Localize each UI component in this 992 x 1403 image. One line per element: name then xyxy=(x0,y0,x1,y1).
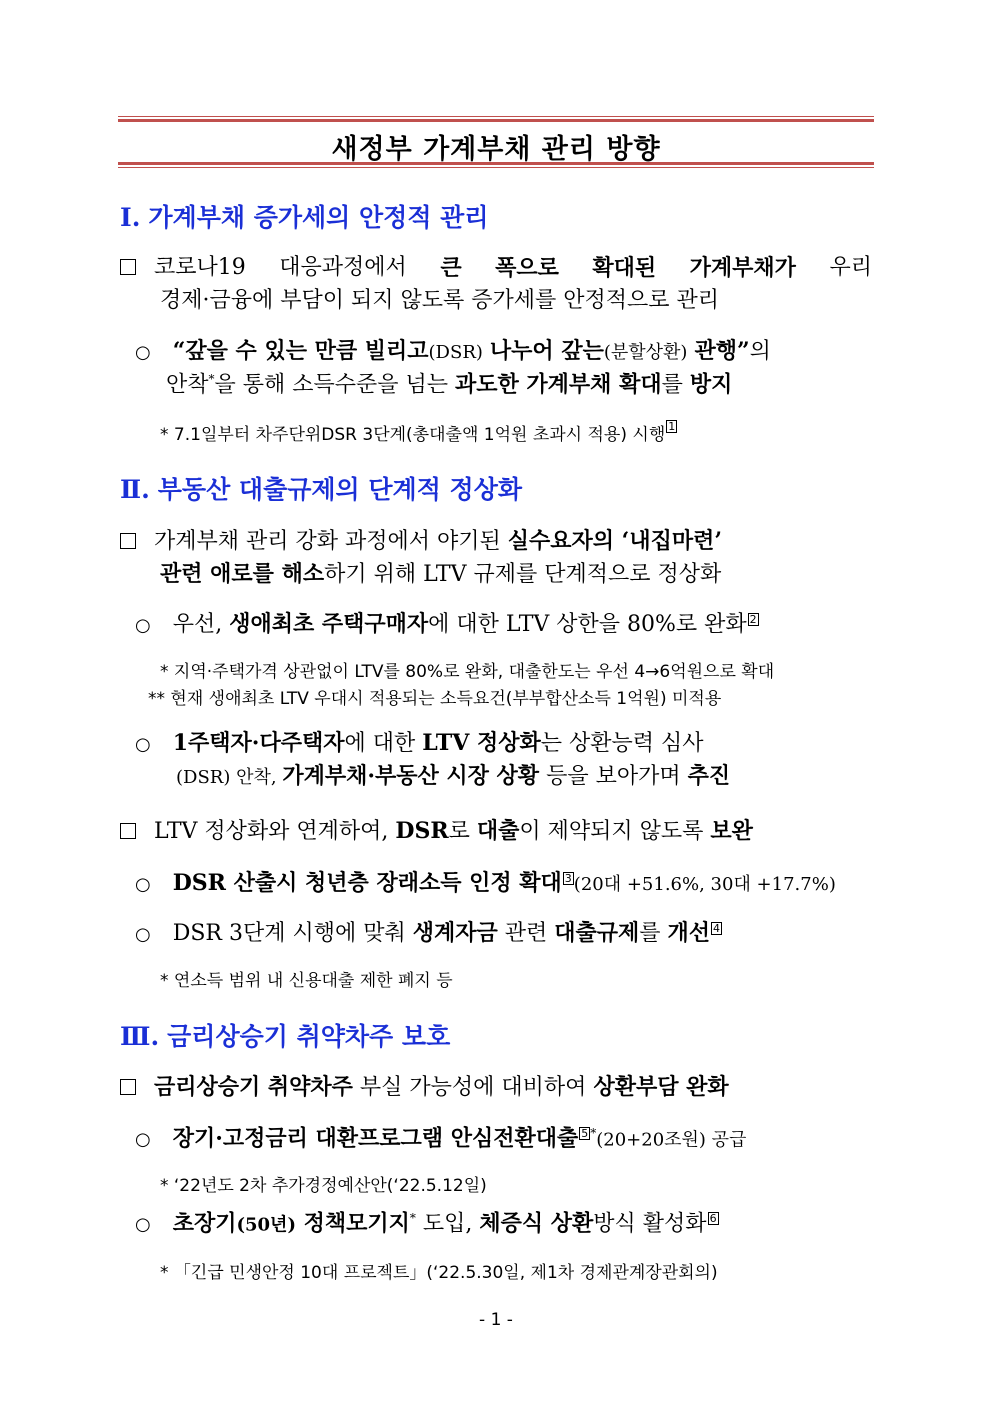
s3-circle-2: ○ 초장기(50년) 정책모기지* 도입, 체증식 상환방식 활성화 6 xyxy=(135,1210,717,1237)
square-bullet-icon xyxy=(120,1079,136,1095)
s2-note-1: * 지역·주택가격 상관없이 LTV를 80%로 완화, 대출한도는 우선 4→6억원으로 확대 xyxy=(160,662,775,682)
s2-circle-4: ○ DSR 3단계 시행에 맞춰 생계자금 관련 대출규제를 개선 4 xyxy=(135,920,721,946)
s2-bullet-1: 가계부채 관리 강화 과정에서 야기된 실수요자의 ‘내집마련’ xyxy=(120,530,722,553)
circle-bullet-icon: ○ xyxy=(135,734,151,755)
circle-bullet-icon: ○ xyxy=(135,1214,151,1236)
s3-bullet-1: 금리상승기 취약차주 부실 가능성에 대비하여 상환부담 완화 xyxy=(120,1076,729,1099)
s1-note-1: * 7.1일부터 차주단위DSR 3단계(총대출액 1억원 초과시 적용) 시행 1 xyxy=(160,420,676,445)
footnote-marker: 1 xyxy=(668,420,676,433)
square-bullet-icon xyxy=(120,533,136,549)
s3-note-2: * 「긴급 민생안정 10대 프로젝트」(‘22.5.30일, 제1차 경제관계장관회의) xyxy=(160,1263,718,1283)
circle-bullet-icon: ○ xyxy=(135,615,151,636)
section-2-heading: Ⅱ. 부동산 대출규제의 단계적 정상화 xyxy=(120,475,522,504)
title-box xyxy=(118,116,874,168)
s2-circle-3: ○ DSR 산출시 청년층 장래소득 인정 확대 3 (20대 +51.6%, 30대 +17.7%) xyxy=(135,870,836,896)
s1-bullet-1: 코로나19 대응과정에서 큰 폭으로 확대된 가계부채가 우리 xyxy=(120,257,872,279)
circle-bullet-icon: ○ xyxy=(135,924,151,945)
s2-circle-2-line-2: (DSR) 안착, 가계부채·부동산 시장 상황 등을 보아가며 추진 xyxy=(176,763,731,789)
page-number: - 1 - xyxy=(479,1310,513,1330)
circle-bullet-icon: ○ xyxy=(135,874,151,895)
s3-circle-1: ○ 장기·고정금리 대환프로그램 안심전환대출 5 *(20+20조원) 공급 xyxy=(135,1125,747,1152)
s2-bullet-2: LTV 정상화와 연계하여, DSR로 대출이 제약되지 않도록 보완 xyxy=(120,820,753,843)
s2-note-3: * 연소득 범위 내 신용대출 제한 폐지 등 xyxy=(160,971,453,991)
page-title: 새정부 가계부채 관리 방향 xyxy=(331,134,661,165)
s2-circle-1: ○ 우선, 생애최초 주택구매자에 대한 LTV 상한을 80%로 완화 2 xyxy=(135,611,757,637)
square-bullet-icon xyxy=(120,259,136,275)
section-3-heading: Ⅲ. 금리상승기 취약차주 보호 xyxy=(120,1022,451,1051)
s1-bullet-1-line-2: 경제·금융에 부담이 되지 않도록 증가세를 안정적으로 관리 xyxy=(160,288,720,313)
circle-bullet-icon: ○ xyxy=(135,342,151,363)
s1-circle-1: ○ “갚을 수 있는 만큼 빌리고(DSR) 나누어 갚는(분할상환) 관행”의 xyxy=(135,338,771,364)
s1-circle-1-line-2: 안착*을 통해 소득수준을 넘는 과도한 가계부채 확대를 방지 xyxy=(166,371,733,398)
s3-note-1: * ‘22년도 2차 추가경정예산안(‘22.5.12일) xyxy=(160,1176,487,1196)
s2-bullet-1-line-2: 관련 애로를 해소하기 위해 LTV 규제를 단계적으로 정상화 xyxy=(160,561,722,587)
section-title: 가계부채 증가세의 안정적 관리 xyxy=(148,203,489,232)
section-1-heading xyxy=(120,198,488,234)
section-number: Ⅰ. xyxy=(120,203,141,232)
s2-note-2: ** 현재 생애최초 LTV 우대시 적용되는 소득요건(부부합산소득 1억원) 미적용 xyxy=(148,689,722,709)
circle-bullet-icon: ○ xyxy=(135,1129,151,1151)
square-bullet-icon xyxy=(120,823,136,839)
s2-circle-2: ○ 1주택자·다주택자에 대한 LTV 정상화는 상환능력 심사 xyxy=(135,730,704,756)
